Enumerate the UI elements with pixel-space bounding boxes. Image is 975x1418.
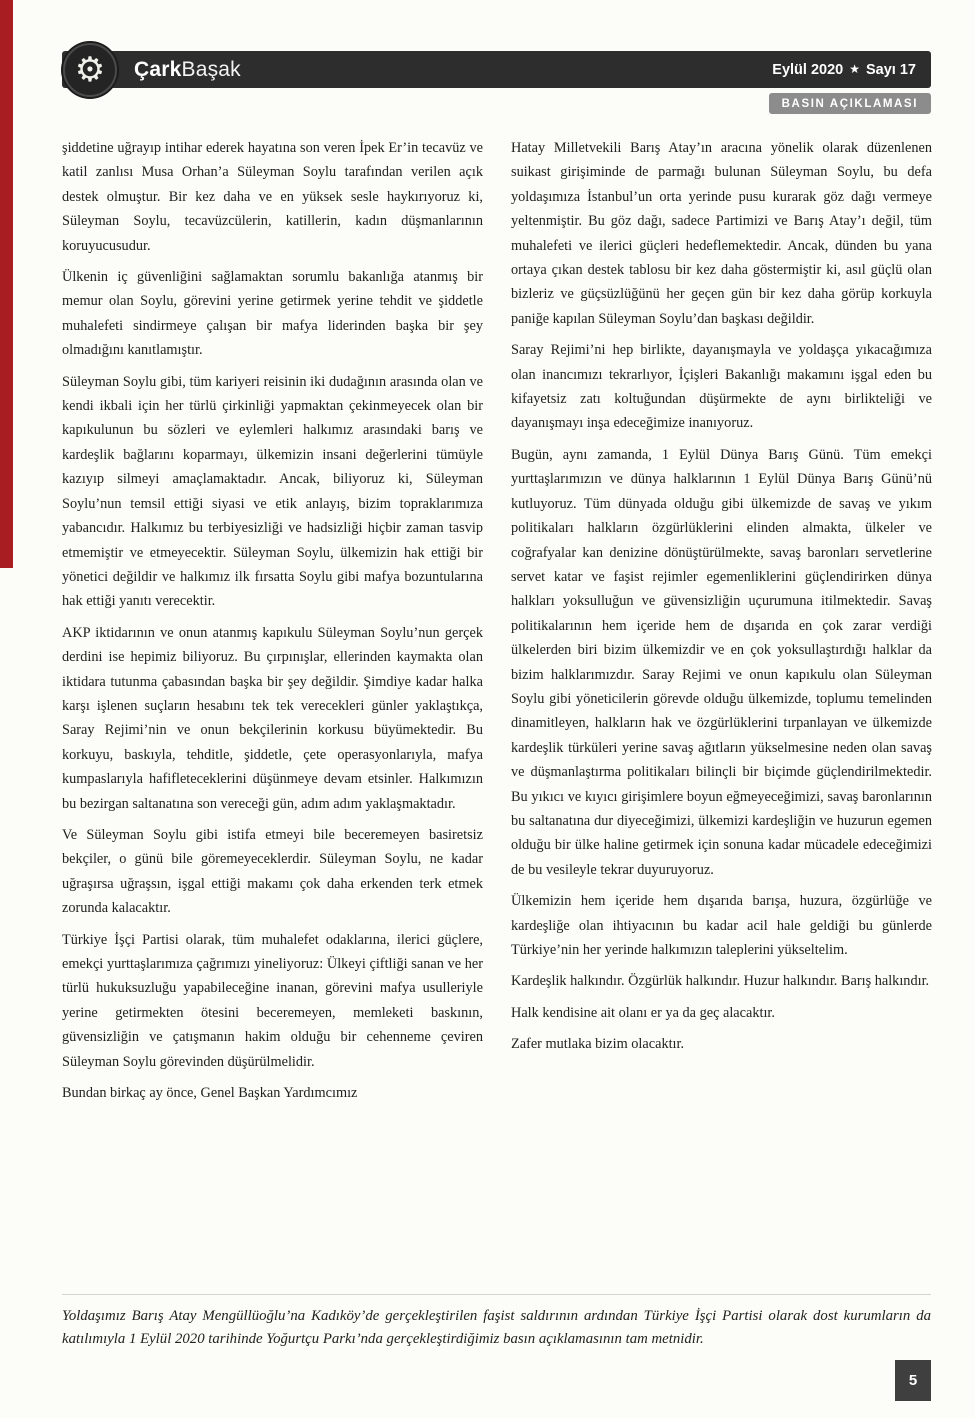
right-column	[511, 136, 932, 1112]
body-paragraph: Halk kendisine ait olanı er ya da geç alacaktır.	[511, 1004, 775, 1021]
body-paragraph: Süleyman Soylu gibi, tüm kariyeri reisinin iki dudağının arasında olan ve kendi ikbali için her türlü çirkinliği yapmaktan çekinmeyecek olan bir kapıkulunun bu sözleri ve eylemleri halkımız arasındaki barış ve kardeşlik bağlarını koparmayı, ülkemizin insani değerlerini tümüyle kazıyıp silmeyi amaçlamaktadır. Ancak, biliyoruz ki, Süleyman Soylu’nun temsil ettiği siyasi ve etik anlayış, bizim topraklarımıza yabancıdır. Halkımız bu terbiyesizliği ve hadsizliği hiçbir zaman tasvip etmemiştir ve etmeyecektir. Süleyman Soylu, ülkemizin hak ettiği bir yönetici değildir ve halkımız ilk fırsatta Soylu gibi mafya bozuntularına hak ettiği yanıtı verecektir.	[62, 373, 483, 610]
body-paragraph: Bundan birkaç ay önce, Genel Başkan Yardımcımız	[62, 1085, 358, 1102]
body-paragraph: Türkiye İşçi Partisi olarak, tüm muhalefet odaklarına, ilerici güçlere, emekçi yurttaşlarımıza çağrımızı yineliyoruz: Ülkeyi çiftliği sanan ve her türlü hukuksuzluğu yapabileceğine inanan, görevini mafya usulleriyle yerine getirmekten ötesini beceremeyen, memleketi baskının, güvensizliğin ve çatışmanın hakim olduğu bir cehenneme çeviren Süleyman Soylu görevinden düşürülmelidir.	[62, 931, 483, 1070]
body-paragraph: Kardeşlik halkındır. Özgürlük halkındır. Huzur halkındır. Barış halkındır.	[511, 973, 930, 990]
body-paragraph: Saray Rejimi’ni hep birlikte, dayanışmayla ve yoldaşça yıkacağımıza olan inancımızı tekrarlıyor, İçişleri Bakanlığı makamını işgal eden bu kifayetsiz zatı koltuğundan düşürmekte de aynı birlikteliği ve dayanışmayı inşa edeceğimize inanıyoruz.	[511, 342, 932, 432]
star-icon: ★	[849, 61, 860, 76]
page-number: 5	[895, 1360, 931, 1401]
masthead-title-light: Başak	[181, 57, 241, 81]
masthead-bar	[62, 51, 931, 88]
left-accent-stripe	[0, 0, 13, 568]
left-column	[62, 136, 483, 1112]
masthead-title	[134, 58, 241, 82]
footer-note: Yoldaşımız Barış Atay Mengüllüoğlu’na Kadıköy’de gerçekleştirilen faşist saldırının ardından Türkiye İşçi Partisi olarak dost kurumların da katılımıyla 1 Eylül 2020 tarihinde Yoğurtçu Parkı’nda gerçekleştirdiğimiz basın açıklamasının tam metnidir.	[62, 1294, 931, 1351]
body-paragraph: Hatay Milletvekili Barış Atay’ın aracına yönelik olarak düzenlenen suikast girişiminde de parmağı bulunan Süleyman Soylu, bu defa yoldaşımıza İstanbul’un orta yerinde pusu kurarak göz dağı vermeye yeltenmiştir. Bu göz dağı, sadece Partimizi ve Barış Atay’ı değil, tüm muhalefeti ve ilerici güçleri hedeflemektedir. Ancak, dünden bu yana ortaya çıkan destek tablosu bir kez daha göstermiştir ki, asıl güçlü olan bizleriz ve güçsüzlüğünü her geçen gün bir kez daha görüp korkuyla paniğe kapılan Süleyman Soylu’dan başkası değildir.	[511, 140, 932, 327]
masthead-title-bold: Çark	[134, 57, 182, 81]
issue-number: Sayı 17	[866, 61, 916, 78]
tip-logo-icon	[63, 43, 117, 97]
body-paragraph: Ülkemizin hem içeride hem dışarıda barışa, huzura, özgürlüğe ve kardeşliğe olan ihtiyacının bu kadar acil hale geldiği bu günlerde Türkiye’nin her yerinde halkımızın taleplerini yükseltelim.	[511, 893, 932, 958]
body-paragraph: Bugün, aynı zamanda, 1 Eylül Dünya Barış Günü. Tüm emekçi yurttaşlarımızın ve dünya halklarının 1 Eylül Dünya Barış Günü’nü kutluyoruz. Tüm dünyada olduğu gibi ülkemizde de savaş ve yıkım politikaları halkların özgürlüklerini elinden almakta, ülkeler ve coğrafyalar kan denizine dönüştürülmekte, savaş baronları servetlerine servet katar ve faşist rejimler egemenliklerini güçlendirirken dünya halkları yoksulluğun ve güvensizliğin uçurumuna itilmektedir. Savaş politikalarının hem içeride hem de dışarıda en çok zarar verdiği ülkelerden biri bizim ülkemizdir ve en çok yoksullaştırdığı halklar da bizim halklarımızdır. Saray Rejimi ve onun kapıkulu olan Süleyman Soylu gibi yöneticilerin görevde olduğu ülkemizde, toplumu temelinden dinamitleyen, halkların hak ve özgürlüklerini tırpanlayan ve ülkemizde kardeşlik türküleri yerine savaş ağıtların yükselmesine neden olan savaş ve düşmanlaştırma politikaları bilinçli bir biçimde güçlendirilmektedir. Bu yıkıcı ve kıyıcı girişimlere boyun eğmeyeceğimizi, savaş baronlarının bu saltanatına dur diyeceğimizi, ülkemizi kardeşliğin ve huzurun egemen olduğu bir ülke haline getirmek için sonuna kadar mücadele edeceğimizi de bu vesileyle tekrar duyuruyoruz.	[511, 446, 932, 878]
body-paragraph: AKP iktidarının ve onun atanmış kapıkulu Süleyman Soylu’nun gerçek derdini ise hepimiz biliyoruz. Bu çırpınışlar, ellerinden kaymakta olan iktidara tutunma çabasından başka bir şey değildir. Şimdiye kadar halka karşı işlenen suçların hesabını tek tek verecekleri günler yaklaştıkça, Saray Rejimi’nin ve onun bekçilerinin korkusu büyümektedir. Bu korkuyu, baskıyla, tehditle, şiddetle, çete operasyonlarıyla, mafya kumpaslarıyla hafifleteceklerini düşünmeye devam etsinler. Halkımızın bu bezirgan saltanatına son vereceği gün, adım adım yaklaşmaktadır.	[62, 624, 483, 812]
press-release-badge: BASIN AÇIKLAMASI	[769, 93, 931, 114]
article-body	[62, 136, 932, 1112]
gear-icon: ⚙	[74, 50, 106, 90]
body-paragraph: Ülkenin iç güvenliğini sağlamaktan sorumlu bakanlığa atanmış bir memur olan Soylu, görevini yerine getirmek yerine tehdit ve şiddetle muhalefeti sindirmeye çalışan bir mafya liderinden başka bir şey olmadığını kanıtlamıştır.	[62, 269, 483, 359]
body-paragraph: Zafer mutlaka bizim olacaktır.	[511, 1036, 685, 1053]
body-paragraph: Ve Süleyman Soylu gibi istifa etmeyi bile beceremeyen basiretsiz bekçiler, o günü bile göremeyeceklerdir. Süleyman Soylu, ne kadar uğraşırsa uğraşsın, işgal ettiği makamı çok daha erkenden terk etmek zorunda kalacaktır.	[62, 826, 483, 917]
issue-info	[772, 62, 931, 78]
body-paragraph: şiddetine uğrayıp intihar ederek hayatına son veren İpek Er’in tecavüz ve katil zanlısı Musa Orhan’a Süleyman Soylu tarafından verilen açık destek olmuştur. Bir kez daha ve en yüksek sesle haykırıyoruz ki, Süleyman Soylu, tecavüzcülerin, katillerin, kadın düşmanlarının koruyucusudur.	[62, 140, 483, 254]
issue-date: Eylül 2020	[772, 61, 844, 78]
